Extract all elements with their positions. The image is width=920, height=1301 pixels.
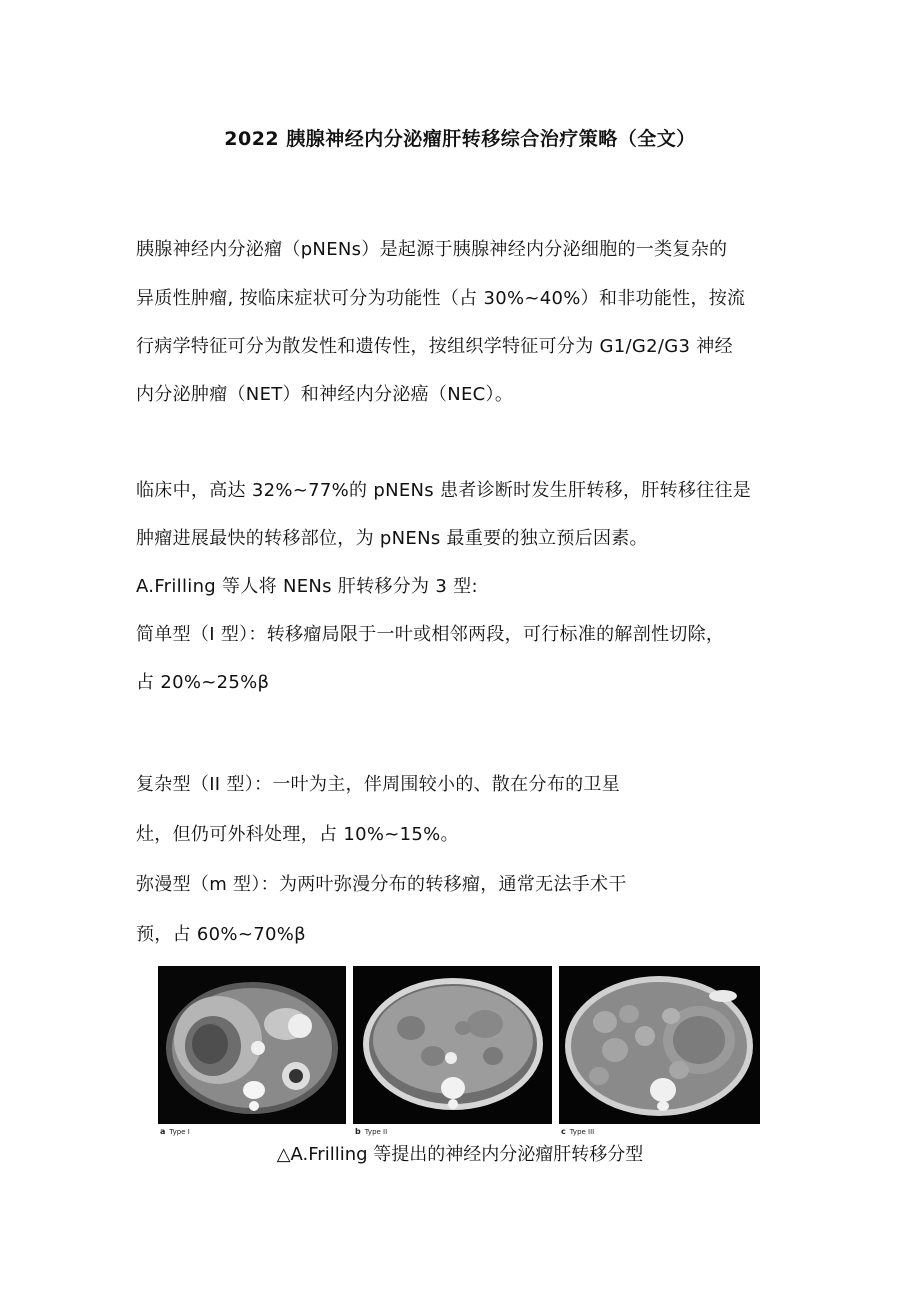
paragraph-line: 简单型（I 型）：转移瘤局限于一叶或相邻两段，可行标准的解剖性切除， bbox=[136, 624, 725, 645]
ct-image-type-2 bbox=[353, 966, 552, 1138]
ct-figure bbox=[158, 966, 760, 1138]
paragraph-line: A.Frilling 等人将 NENs 肝转移分为 3 型: bbox=[136, 576, 478, 597]
document-title: 2022 胰腺神经内分泌瘤肝转移综合治疗策略（全文） bbox=[224, 128, 696, 150]
ct-image-type-1 bbox=[158, 966, 346, 1138]
paragraph-line: 临床中，高达 32%~77%的 pNENs 患者诊断时发生肝转移，肝转移往往是 bbox=[136, 480, 752, 501]
paragraph-line: 肿瘤进展最快的转移部位，为 pNENs 最重要的独立预后因素。 bbox=[136, 528, 648, 549]
paragraph-line: 行病学特征可分为散发性和遗传性，按组织学特征可分为 G1/G2/G3 神经 bbox=[136, 336, 733, 357]
paragraph-line: 胰腺神经内分泌瘤（pNENs）是起源于胰腺神经内分泌细胞的一类复杂的 bbox=[136, 239, 728, 260]
paragraph-line: 占 20%~25%β bbox=[136, 672, 270, 693]
panel-label: b Type II bbox=[355, 1127, 388, 1136]
panel-label: c Type III bbox=[561, 1127, 595, 1136]
paragraph-line: 内分泌肿瘤（NET）和神经内分泌癌（NEC）。 bbox=[136, 384, 514, 405]
paragraph-line: 异质性肿瘤, 按临床症状可分为功能性（占 30%~40%）和非功能性，按流 bbox=[136, 288, 746, 309]
figure-caption: △A.Frilling 等提出的神经内分泌瘤肝转移分型 bbox=[276, 1144, 644, 1165]
ct-image-type-3 bbox=[559, 966, 760, 1138]
paragraph-line: 灶，但仍可外科处理，占 10%~15%。 bbox=[136, 824, 459, 845]
panel-label: a Type I bbox=[160, 1127, 190, 1136]
paragraph-line: 预，占 60%~70%β bbox=[136, 924, 306, 945]
paragraph-line: 复杂型（II 型）：一叶为主，伴周围较小的、散在分布的卫星 bbox=[136, 774, 621, 795]
paragraph-line: 弥漫型（m 型）：为两叶弥漫分布的转移瘤，通常无法手术干 bbox=[136, 874, 627, 895]
